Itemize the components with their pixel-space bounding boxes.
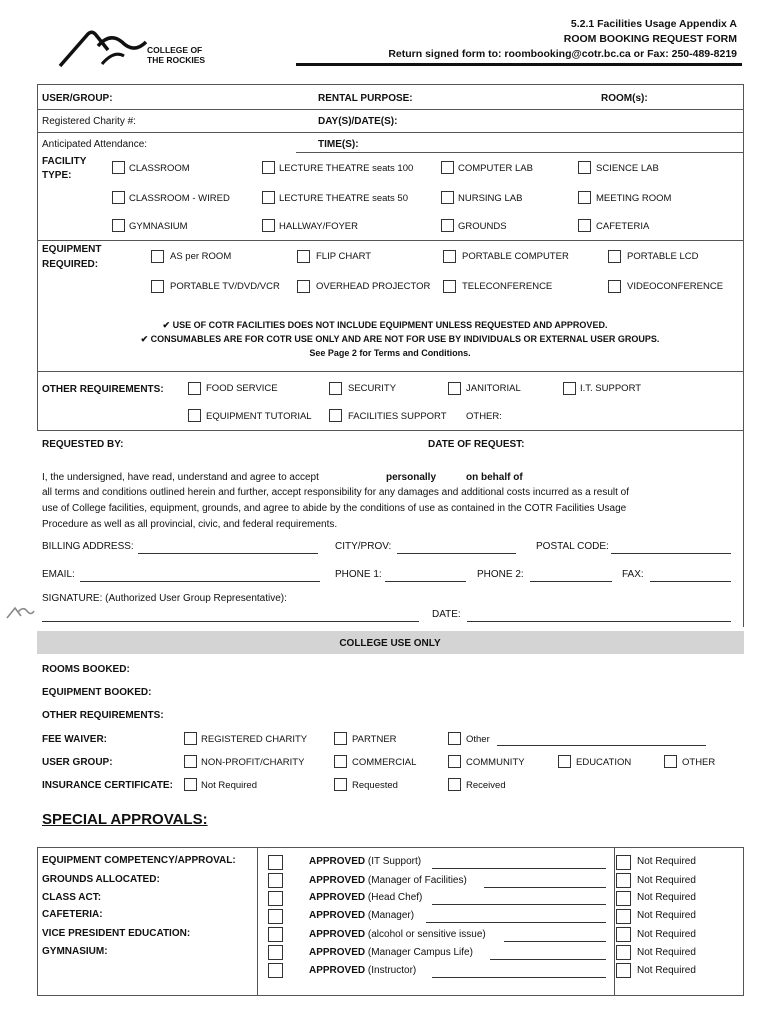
not-required-label-6: Not Required <box>637 947 696 958</box>
divider <box>37 109 744 110</box>
divider <box>296 152 744 153</box>
gymnasium-label: GYMNASIUM <box>129 221 188 232</box>
approver-manager: (Manager) <box>367 910 415 921</box>
not-required-label-4: Not Required <box>637 910 696 921</box>
not-required-checkbox-4[interactable] <box>616 909 631 924</box>
city-label: CITY/PROV: <box>335 541 392 552</box>
special-label-vp: VICE PRESIDENT EDUCATION: <box>42 928 191 939</box>
insurance-requested-checkbox[interactable] <box>334 778 347 791</box>
approval-checkbox-7[interactable] <box>268 963 283 978</box>
grounds-label: GROUNDS <box>458 221 507 232</box>
phone2-label: PHONE 2: <box>477 569 524 580</box>
registered-charity-checkbox[interactable] <box>184 732 197 745</box>
not-required-checkbox-5[interactable] <box>616 927 631 942</box>
equipment-booked-label: EQUIPMENT BOOKED: <box>42 687 152 698</box>
charity-label: Registered Charity #: <box>42 116 136 127</box>
portable-tv-label: PORTABLE TV/DVD/VCR <box>170 281 280 292</box>
fee-other-checkbox[interactable] <box>448 732 461 745</box>
approval-checkbox-3[interactable] <box>268 891 283 906</box>
community-label: COMMUNITY <box>466 757 525 768</box>
approval-row-7 <box>309 965 416 977</box>
facility-type-label: FACILITY <box>42 156 87 167</box>
non-profit-checkbox[interactable] <box>184 755 197 768</box>
nursing-lab-checkbox[interactable] <box>441 191 454 204</box>
approval-line-4[interactable] <box>426 922 606 923</box>
janitorial-checkbox[interactable] <box>448 382 461 395</box>
non-profit-label: NON-PROFIT/CHARITY <box>201 757 305 768</box>
not-required-checkbox-2[interactable] <box>616 873 631 888</box>
security-checkbox[interactable] <box>329 382 342 395</box>
security-label: SECURITY <box>348 383 397 394</box>
special-label-cafeteria: CAFETERIA: <box>42 909 103 920</box>
college-logo <box>58 28 148 70</box>
approved-word: APPROVED <box>309 929 366 940</box>
approval-line-1[interactable] <box>432 868 606 869</box>
science-lab-label: SCIENCE LAB <box>596 163 659 174</box>
not-required-checkbox-1[interactable] <box>616 855 631 870</box>
not-required-checkbox-6[interactable] <box>616 945 631 960</box>
approval-checkbox-5[interactable] <box>268 927 283 942</box>
agreement-line-3: use of College facilities, equipment, grounds, and agree to abide by the conditions of use as contained in the COTR Facilities Usage <box>42 503 627 514</box>
flip-chart-checkbox[interactable] <box>297 250 310 263</box>
equipment-label: EQUIPMENT <box>42 244 102 255</box>
agreement-line-2: all terms and conditions outlined herein and further, accept responsibility for any damages and additional costs incurred as a result of <box>42 487 630 498</box>
not-required-checkbox-7[interactable] <box>616 963 631 978</box>
not-required-label-1: Not Required <box>637 856 696 867</box>
not-required-checkbox-3[interactable] <box>616 891 631 906</box>
logo-text-1: COLLEGE OF <box>147 45 203 55</box>
science-lab-checkbox[interactable] <box>578 161 591 174</box>
notice-terms: See Page 2 for Terms and Conditions. <box>309 348 471 358</box>
email-label: EMAIL: <box>42 569 75 580</box>
divider <box>37 371 744 372</box>
as-per-room-label: AS per ROOM <box>170 251 232 262</box>
education-checkbox[interactable] <box>558 755 571 768</box>
approval-row-5 <box>309 929 486 941</box>
divider <box>37 132 744 133</box>
special-label-grounds: GROUNDS ALLOCATED: <box>42 874 160 885</box>
approval-checkbox-4[interactable] <box>268 909 283 924</box>
portable-computer-label: PORTABLE COMPUTER <box>462 251 569 262</box>
equipment-tutorial-checkbox[interactable] <box>188 409 201 422</box>
approved-word: APPROVED <box>309 856 366 867</box>
approval-row-4 <box>309 910 414 922</box>
insurance-label: INSURANCE CERTIFICATE: <box>42 780 173 791</box>
lecture-50-checkbox[interactable] <box>262 191 275 204</box>
gymnasium-checkbox[interactable] <box>112 219 125 232</box>
approver-it: (IT Support) <box>367 856 422 867</box>
cafeteria-label: CAFETERIA <box>596 221 650 232</box>
registered-charity-label: REGISTERED CHARITY <box>201 734 308 745</box>
approved-word: APPROVED <box>309 947 366 958</box>
teleconference-checkbox[interactable] <box>443 280 456 293</box>
lecture-50-label: LECTURE THEATRE seats 50 <box>279 193 408 204</box>
classroom-wired-checkbox[interactable] <box>112 191 125 204</box>
not-required-label-3: Not Required <box>637 892 696 903</box>
form-title: ROOM BOOKING REQUEST FORM <box>563 33 737 45</box>
signature-input[interactable] <box>42 621 419 622</box>
facilities-support-label: FACILITIES SUPPORT <box>348 411 447 422</box>
special-label-class-act: CLASS ACT: <box>42 892 102 903</box>
approval-line-5[interactable] <box>504 941 606 942</box>
approval-line-2[interactable] <box>484 887 606 888</box>
user-group-type-label: USER GROUP: <box>42 757 113 768</box>
computer-lab-label: COMPUTER LAB <box>458 163 533 174</box>
rental-purpose-label: RENTAL PURPOSE: <box>318 93 413 104</box>
billing-input[interactable] <box>138 553 318 554</box>
teleconference-label: TELECONFERENCE <box>462 281 553 292</box>
cafeteria-checkbox[interactable] <box>578 219 591 232</box>
date-of-request-label: DATE OF REQUEST: <box>428 439 525 450</box>
partner-checkbox[interactable] <box>334 732 347 745</box>
user-group-label: USER/GROUP: <box>42 93 113 104</box>
signature-date-label: DATE: <box>432 609 461 620</box>
college-use-title: COLLEGE USE ONLY <box>339 638 441 649</box>
special-label-equipment: EQUIPMENT COMPETENCY/APPROVAL: <box>42 855 236 866</box>
approval-row-1 <box>309 856 421 868</box>
approval-line-6[interactable] <box>490 959 606 960</box>
rooms-label: ROOM(s): <box>601 93 648 104</box>
approver-instructor: (Instructor) <box>367 965 417 976</box>
commercial-checkbox[interactable] <box>334 755 347 768</box>
videoconference-label: VIDEOCONFERENCE <box>627 281 724 292</box>
meeting-room-label: MEETING ROOM <box>596 193 672 204</box>
divider <box>257 847 258 996</box>
rooms-booked-label: ROOMS BOOKED: <box>42 664 130 675</box>
approval-checkbox-2[interactable] <box>268 873 283 888</box>
notice-equipment: ✔ USE OF COTR FACILITIES DOES NOT INCLUDE EQUIPMENT UNLESS REQUESTED AND APPROVED. <box>162 320 608 330</box>
approval-row-3 <box>309 892 422 904</box>
approval-row-2 <box>309 875 467 887</box>
computer-lab-checkbox[interactable] <box>441 161 454 174</box>
agreement-personally: personally <box>386 472 437 483</box>
nursing-lab-label: NURSING LAB <box>458 193 523 204</box>
partner-label: PARTNER <box>352 734 397 745</box>
education-label: EDUCATION <box>576 757 632 768</box>
meeting-room-checkbox[interactable] <box>578 191 591 204</box>
approved-word: APPROVED <box>309 875 366 886</box>
lecture-100-checkbox[interactable] <box>262 161 275 174</box>
insurance-received-label: Received <box>466 780 506 791</box>
fee-waiver-label: FEE WAIVER: <box>42 734 108 745</box>
fax-label: FAX: <box>622 569 644 580</box>
group-other-label: OTHER <box>682 757 716 768</box>
approver-campus-life: (Manager Campus Life) <box>367 947 473 958</box>
fee-other-input[interactable] <box>497 745 706 746</box>
return-instructions: Return signed form to: roombooking@cotr.bc.ca or Fax: 250-489-8219 <box>388 48 737 60</box>
approval-checkbox-6[interactable] <box>268 945 283 960</box>
portable-computer-checkbox[interactable] <box>443 250 456 263</box>
fee-other-label: Other <box>466 734 490 745</box>
group-other-checkbox[interactable] <box>664 755 677 768</box>
as-per-room-checkbox[interactable] <box>151 250 164 263</box>
other-requirements-booked-label: OTHER REQUIREMENTS: <box>42 710 164 721</box>
portable-lcd-checkbox[interactable] <box>608 250 621 263</box>
agreement-line-1: I, the undersigned, have read, understand and agree to accept <box>42 472 319 483</box>
facility-type-label-2: TYPE: <box>42 170 72 181</box>
times-label: TIME(S): <box>318 139 359 150</box>
header-rule <box>296 63 742 66</box>
it-support-checkbox[interactable] <box>563 382 576 395</box>
notice-consumables: ✔ CONSUMABLES ARE FOR COTR USE ONLY AND ARE NOT FOR USE BY INDIVIDUALS OR EXTERNAL USER GROUPS. <box>140 334 660 344</box>
food-service-checkbox[interactable] <box>188 382 201 395</box>
special-label-gymnasium: GYMNASIUM: <box>42 946 108 957</box>
insurance-requested-label: Requested <box>352 780 398 791</box>
community-checkbox[interactable] <box>448 755 461 768</box>
approval-line-7[interactable] <box>432 977 606 978</box>
grounds-checkbox[interactable] <box>441 219 454 232</box>
other-label: OTHER: <box>466 411 502 422</box>
logo-text-2: THE ROCKIES <box>147 55 206 65</box>
approved-word: APPROVED <box>309 965 366 976</box>
divider <box>743 431 744 627</box>
janitorial-label: JANITORIAL <box>466 383 521 394</box>
insurance-received-checkbox[interactable] <box>448 778 461 791</box>
lecture-100-label: LECTURE THEATRE seats 100 <box>279 163 414 174</box>
days-label: DAY(S)/DATE(S): <box>318 116 398 127</box>
portable-tv-checkbox[interactable] <box>151 280 164 293</box>
email-input[interactable] <box>80 581 320 582</box>
videoconference-checkbox[interactable] <box>608 280 621 293</box>
insurance-not-required-checkbox[interactable] <box>184 778 197 791</box>
approval-checkbox-1[interactable] <box>268 855 283 870</box>
approver-facilities: (Manager of Facilities) <box>367 875 467 886</box>
agreement-line-4: Procedure as well as all provincial, civic, and federal requirements. <box>42 519 338 530</box>
not-required-label-2: Not Required <box>637 875 696 886</box>
billing-label: BILLING ADDRESS: <box>42 541 134 552</box>
postal-label: POSTAL CODE: <box>536 541 609 552</box>
not-required-label-7: Not Required <box>637 965 696 976</box>
agreement-behalf: on behalf of <box>466 472 523 483</box>
hallway-checkbox[interactable] <box>262 219 275 232</box>
classroom-checkbox[interactable] <box>112 161 125 174</box>
approved-word: APPROVED <box>309 892 366 903</box>
food-service-label: FOOD SERVICE <box>206 383 278 394</box>
divider <box>614 847 615 996</box>
hallway-label: HALLWAY/FOYER <box>279 221 359 232</box>
approver-head-chef: (Head Chef) <box>367 892 423 903</box>
phone1-label: PHONE 1: <box>335 569 382 580</box>
overhead-projector-checkbox[interactable] <box>297 280 310 293</box>
requested-by-label: REQUESTED BY: <box>42 439 124 450</box>
portable-lcd-label: PORTABLE LCD <box>627 251 699 262</box>
phone1-input[interactable] <box>385 581 466 582</box>
commercial-label: COMMERCIAL <box>352 757 417 768</box>
approval-row-6 <box>309 947 473 959</box>
side-logo-mark <box>5 604 35 622</box>
classroom-label: CLASSROOM <box>129 163 190 174</box>
city-input[interactable] <box>397 553 516 554</box>
special-approvals-title: SPECIAL APPROVALS: <box>42 811 208 828</box>
classroom-wired-label: CLASSROOM - WIRED <box>129 193 230 204</box>
signature-label: SIGNATURE: (Authorized User Group Representative): <box>42 593 287 604</box>
form-code: 5.2.1 Facilities Usage Appendix A <box>570 18 737 30</box>
it-support-label: I.T. SUPPORT <box>580 383 642 394</box>
attendance-label: Anticipated Attendance: <box>42 139 148 150</box>
divider <box>37 240 744 241</box>
equipment-label-2: REQUIRED: <box>42 259 99 270</box>
approved-word: APPROVED <box>309 910 366 921</box>
facilities-support-checkbox[interactable] <box>329 409 342 422</box>
overhead-projector-label: OVERHEAD PROJECTOR <box>316 281 431 292</box>
insurance-not-required-label: Not Required <box>201 780 257 791</box>
fax-input[interactable] <box>650 581 731 582</box>
postal-input[interactable] <box>611 553 731 554</box>
flip-chart-label: FLIP CHART <box>316 251 372 262</box>
not-required-label-5: Not Required <box>637 929 696 940</box>
phone2-input[interactable] <box>530 581 612 582</box>
approver-alcohol: (alcohol or sensitive issue) <box>367 929 486 940</box>
signature-date-input[interactable] <box>467 621 731 622</box>
other-requirements-label: OTHER REQUIREMENTS: <box>42 384 164 395</box>
approval-line-3[interactable] <box>432 904 606 905</box>
equipment-tutorial-label: EQUIPMENT TUTORIAL <box>206 411 312 422</box>
